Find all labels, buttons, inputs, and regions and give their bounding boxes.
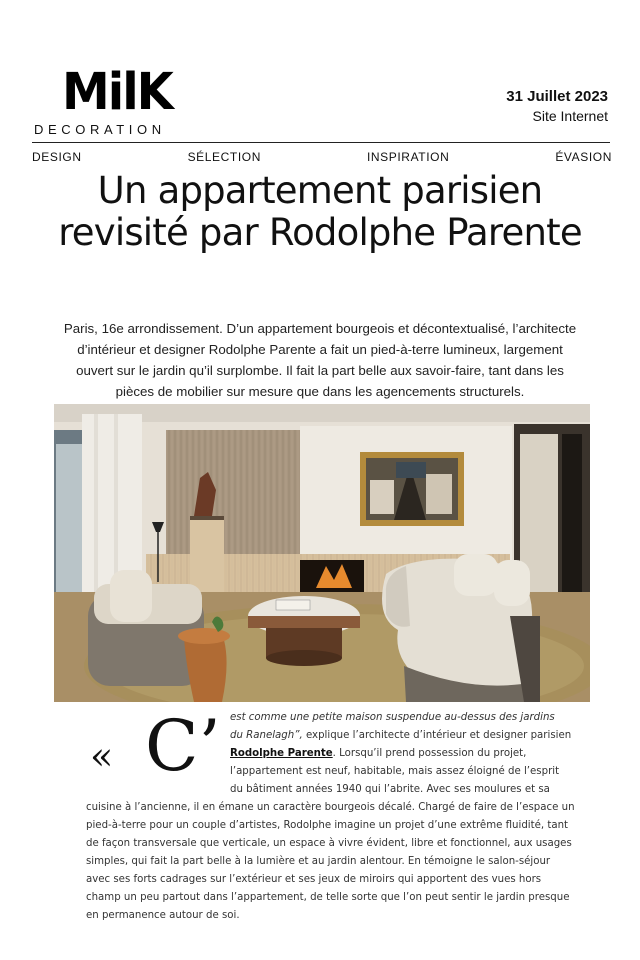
main-nav (32, 150, 612, 164)
quote-mark: « (90, 734, 114, 778)
body-line-1-text: est comme une petite maison suspendue au-dessus des jardins (230, 712, 555, 723)
body-line-2-text: explique l’architecte d’intérieur et designer parisien (302, 730, 572, 741)
body-line-9: simples, qui fait la part belle à la lumière et au jardin alentour. En témoigne le salon-séjour (86, 856, 551, 867)
article-lead: Paris, 16e arrondissement. D’un appartement bourgeois et décontextualisé, l’architecte d’intérieur et designer Rodolphe Parente a fait un pied-à-terre lumineux, largement ouvert sur le jardin qu’il surplombe. Il fait la part belle aux savoir-faire, tant dans les pièces de mobilier sur mesure que dans les agencements structurels. (63, 321, 577, 399)
nav-item-selection[interactable]: SÉLECTION (187, 150, 261, 164)
logo-wordmark: MilK (62, 62, 172, 122)
body-line-4: l’appartement est neuf, habitable, mais assez éloigné de l’esprit (230, 766, 560, 777)
photo-illustration (54, 404, 590, 702)
nav-item-evasion[interactable]: ÉVASION (555, 150, 612, 164)
body-line-11: champ un peu partout dans l’appartement, de telle sorte que l’on peut sentir le jardin presque (86, 892, 570, 903)
publication-date: 31 Juillet 2023 (506, 88, 608, 105)
body-line-10: avec ses forts cadrages sur l’extérieur et ses jeux de miroirs qui apportent des vues hors (86, 874, 542, 885)
author-link[interactable]: Rodolphe Parente (230, 748, 333, 759)
body-line-8: de façon transversale que verticale, un espace à vivre évident, libre et fonctionnel, aux usages (86, 838, 572, 849)
body-line-6: cuisine à l’ancienne, il en émane un caractère bourgeois décalé. Chargé de faire de l’espace un (86, 802, 575, 813)
header-divider (32, 142, 610, 143)
body-line-2 (230, 729, 571, 743)
body-line-7: pied-à-terre pour un couple d’artistes, Rodolphe imagine un projet d’une extrême fluidité, tant (86, 820, 569, 831)
body-line-2-quote: du Ranelagh”, (230, 730, 303, 741)
body-line-3-text: . Lorsqu’il prend possession du projet, (332, 748, 527, 759)
milk-decoration-logo[interactable] (34, 62, 204, 138)
body-line-12: en permanence autour de soi. (86, 910, 240, 921)
nav-item-inspiration[interactable]: INSPIRATION (366, 150, 450, 164)
drop-cap: C’ (145, 705, 221, 787)
body-line-3 (230, 747, 526, 761)
body-line-1 (230, 711, 555, 725)
publication-source: Site Internet (532, 108, 608, 124)
body-line-5: du bâtiment années 1940 qui l’abrite. Avec ses moulures et sa (230, 784, 550, 795)
living-room-photo (54, 404, 590, 702)
article-title: Un appartement parisien revisité par Rodolphe Parente (58, 169, 582, 254)
logo-subtitle: DECORATION (34, 122, 166, 137)
nav-item-design[interactable]: DESIGN (32, 150, 82, 164)
